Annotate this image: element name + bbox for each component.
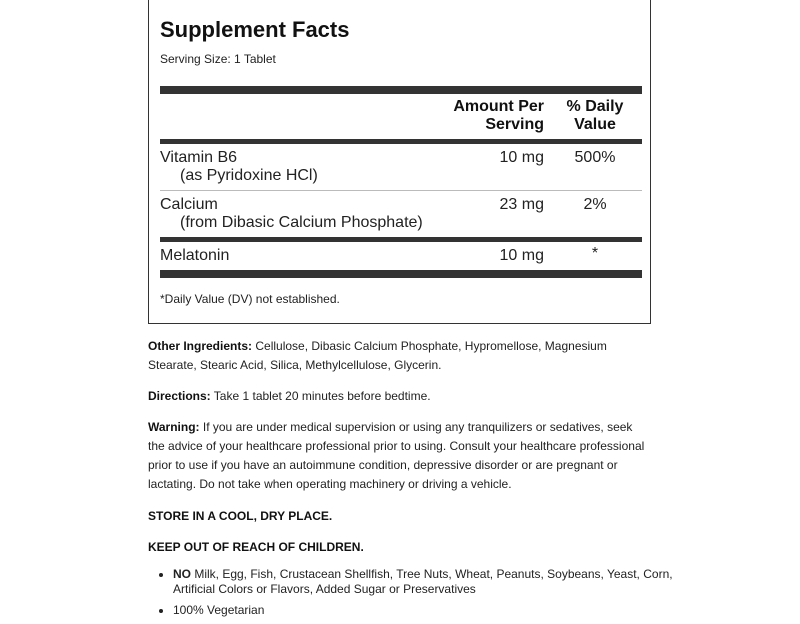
header-daily-value	[565, 98, 625, 134]
header-dv-line1: % Daily	[566, 98, 624, 115]
nutrient-row-calcium	[160, 196, 423, 232]
nutrient-source: (from Dibasic Calcium Phosphate)	[180, 214, 423, 231]
nutrient-row-vitamin-b6	[160, 149, 318, 185]
divider-thick	[160, 86, 642, 94]
nutrient-amount: 10 mg	[499, 247, 544, 264]
serving-size: Serving Size: 1 Tablet	[160, 52, 276, 66]
feature-text: Milk, Egg, Fish, Crustacean Shellfish, Tree Nuts, Wheat, Peanuts, Soybeans, Yeast, Corn, Artificial Colors or Flavors, Added Sugar or Preservatives	[173, 567, 673, 596]
nutrient-name: Vitamin B6	[160, 149, 238, 166]
nutrient-name: Melatonin	[160, 247, 230, 264]
panel-title: Supplement Facts	[160, 17, 350, 42]
feature-bold: NO	[173, 567, 191, 581]
nutrient-source: (as Pyridoxine HCl)	[180, 167, 318, 184]
dv-footnote: *Daily Value (DV) not established.	[160, 292, 340, 306]
other-ingredients-label: Other Ingredients:	[148, 339, 253, 353]
nutrient-name: Calcium	[160, 196, 218, 213]
nutrient-dv: 2%	[583, 196, 607, 213]
children-notice: KEEP OUT OF REACH OF CHILDREN.	[148, 540, 364, 554]
other-ingredients-text: Cellulose, Dibasic Calcium Phosphate, Hypromellose, Magnesium Stearate, Stearic Acid, Silica, Methylcellulose, Glycerin.	[148, 339, 607, 372]
divider-thin	[160, 190, 642, 191]
feature-item-allergens	[173, 567, 673, 597]
header-amount-per-serving	[453, 98, 544, 134]
header-dv-line2: Value	[574, 116, 616, 133]
warning-text: If you are under medical supervision or using any tranquilizers or sedatives, seek the advice of your healthcare professional prior to using. Consult your healthcare professional prior to use if you have an autoimmune condition, depressive disorder or are pregnant or lactating. Do not take when operating machinery or driving a vehicle.	[148, 420, 645, 491]
feature-item-vegetarian	[173, 603, 673, 618]
directions	[148, 387, 648, 406]
divider-thick-bottom	[160, 270, 642, 278]
nutrient-amount: 10 mg	[499, 149, 544, 166]
warning	[148, 418, 648, 494]
divider-section	[160, 237, 642, 242]
header-amount-line2: Serving	[485, 116, 544, 133]
storage-notice: STORE IN A COOL, DRY PLACE.	[148, 509, 333, 523]
other-ingredients	[148, 337, 648, 375]
directions-label: Directions:	[148, 389, 211, 403]
warning-label: Warning:	[148, 420, 200, 434]
nutrient-row-melatonin	[160, 247, 229, 265]
nutrient-amount: 23 mg	[499, 196, 544, 213]
feature-text: 100% Vegetarian	[173, 603, 265, 617]
supplement-facts-panel	[148, 0, 651, 324]
divider-header	[160, 139, 642, 144]
nutrient-dv: *	[591, 245, 599, 262]
header-amount-line1: Amount Per	[453, 98, 544, 115]
feature-list	[148, 567, 673, 624]
nutrient-dv: 500%	[574, 149, 616, 166]
directions-text: Take 1 tablet 20 minutes before bedtime.	[210, 389, 431, 403]
